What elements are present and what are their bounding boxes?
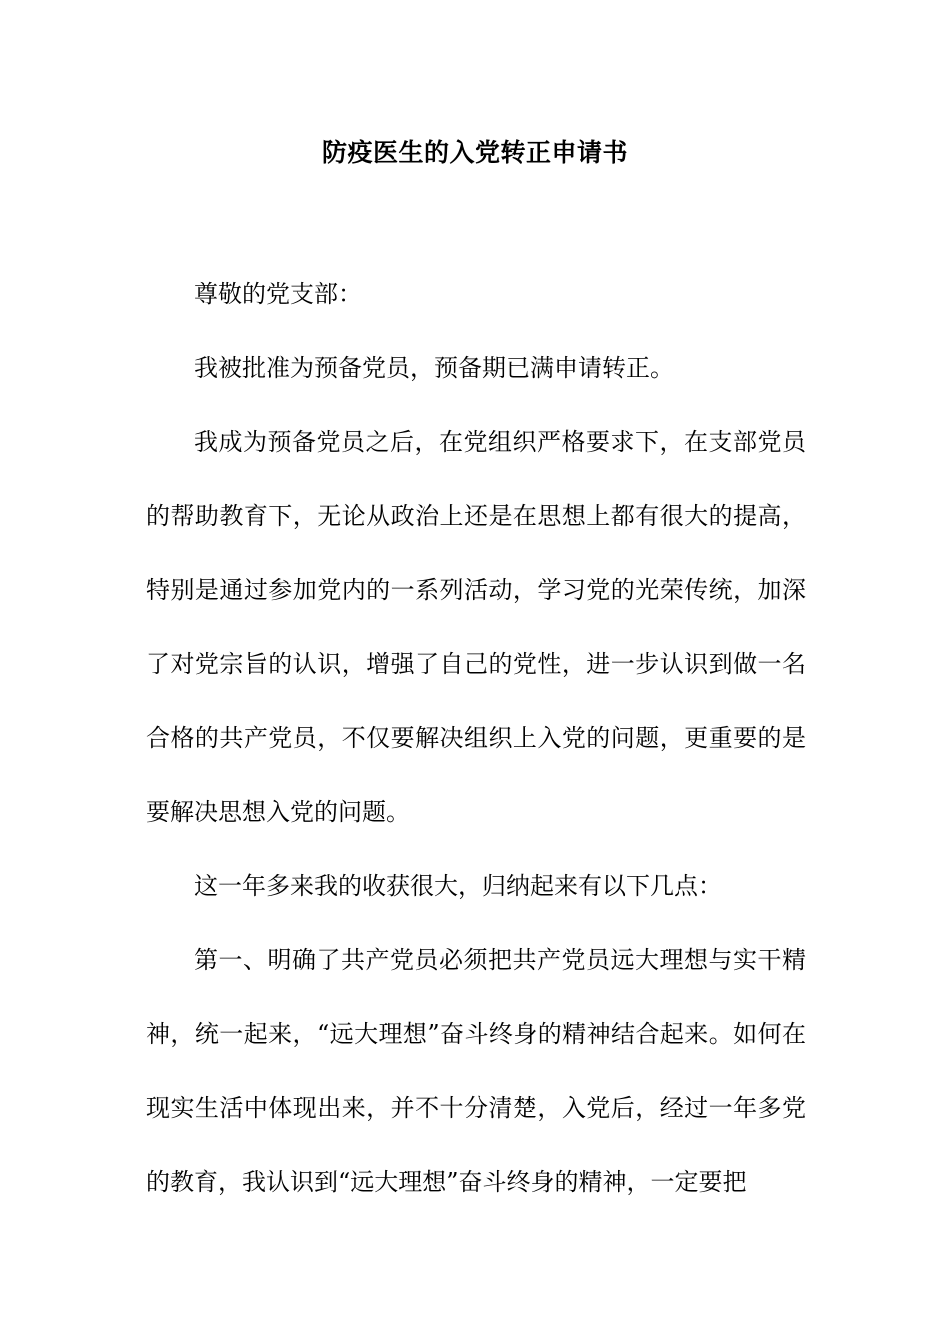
document-title: 防疫医生的入党转正申请书 <box>321 138 628 167</box>
paragraph-1: 我被批准为预备党员，预备期已满申请转正。 <box>194 354 674 382</box>
paragraph-4: 第一、明确了共产党员必须把共产党员远大理想与实干精神，统一起来，“远大理想”奋斗终身的精神结合起来。如何在现实生活中体现出来，并不十分清楚，入党后，经过一年多党的教育，我认识到“远大理想”奋斗终身的精神，一定要把 <box>146 946 806 1196</box>
salutation: 尊敬的党支部： <box>194 280 362 308</box>
paragraph-2: 我成为预备党员之后，在党组织严格要求下，在支部党员的帮助教育下，无论从政治上还是在思想上都有很大的提高，特别是通过参加党内的一系列活动，学习党的光荣传统，加深了对党宗旨的认识，增强了自己的党性，进一步认识到做一名合格的共产党员，不仅要解决组织上入党的问题，更重要的是要解决思想入党的问题。 <box>146 428 806 826</box>
paragraph-3: 这一年多来我的收获很大，归纳起来有以下几点： <box>194 872 722 900</box>
document-body <box>146 257 806 1219</box>
